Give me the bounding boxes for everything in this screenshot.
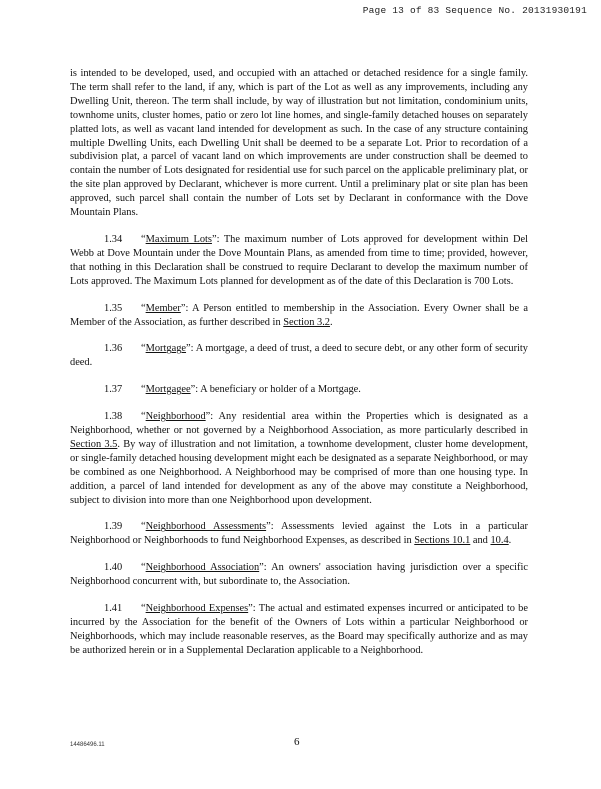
ref-section-3-2: Section 3.2	[283, 316, 331, 328]
section-1-37: 1.37 “Mortgagee”: A beneficiary or holder of a Mortgage.	[104, 384, 361, 396]
term-neighborhood-association: Neighborhood Association	[145, 562, 260, 574]
document-id: 14486496.11	[70, 742, 105, 748]
section-1-39: 1.39 “Neighborhood Assessments”: Assessments levied against the Lots in a particular Neighborhood or Neighborhoods to fund Neighborhood Expenses, as described in Sections 10.1 and 10.4.	[70, 521, 528, 547]
term-member: Member	[145, 302, 181, 314]
section-1-34: 1.34 “Maximum Lots”: The maximum number of Lots approved for development within Del Webb at Dove Mountain under the Dove Mountain Plans, as amended from time to time; provided, however, that nothing in this Declaration shall be construed to require Declarant to develop the maximum number of Lots approved. The Maximum Lots planned for development as of the date of this Declaration is 700 Lots.	[70, 233, 528, 287]
section-1-38: 1.38 “Neighborhood”: Any residential area within the Properties which is designated as a Neighborhood, whether or not governed by a Neighborhood Association, as more particularly described in Section 3.5. By way of illustration and not limitation, a townhome development, cluster home development, or single-family detached housing development might each be designated as a separate Neighborhood, or may be combined as one Neighborhood. A Neighborhood may be comprised of more than one housing type. In addition, a parcel of land intended for development as any of the above may constitute a Neighborhood, subject to division into more than one Neighborhood upon development.	[70, 411, 528, 506]
ref-section-10-4: 10.4	[490, 535, 509, 547]
ref-sections-10-1: Sections 10.1	[414, 535, 471, 547]
section-1-40: 1.40 “Neighborhood Association”: An owners' association having jurisdiction over a specific Neighborhood concurrent with, but subordinate to, the Association.	[70, 562, 528, 588]
term-mortgagee: Mortgagee	[145, 384, 191, 396]
page-number: 6	[294, 736, 300, 748]
section-1-35: 1.35 “Member”: A Person entitled to membership in the Association. Every Owner shall be a Member of the Association, as further described in Section 3.2.	[70, 302, 528, 328]
ref-section-3-5: Section 3.5	[70, 438, 118, 450]
term-neighborhood-expenses: Neighborhood Expenses	[145, 603, 249, 615]
section-1-41: 1.41 “Neighborhood Expenses”: The actual and estimated expenses incurred or anticipated to be incurred by the Association for the benefit of the Owners of Lots within a particular Neighborhood or Neighborhoods, which may include reasonable reserves, as the Board may specifically authorize and as may be authorized herein or in a Supplemental Declaration applicable to a Neighborhood.	[70, 603, 528, 656]
section-1-36: 1.36 “Mortgage”: A mortgage, a deed of trust, a deed to secure debt, or any other form of security deed.	[70, 343, 528, 369]
document-body	[70, 67, 528, 671]
term-maximum-lots: Maximum Lots	[145, 233, 212, 245]
term-neighborhood: Neighborhood	[145, 411, 206, 423]
intro-paragraph: is intended to be developed, used, and occupied with an attached or detached residence for a single family. The term shall refer to the land, if any, which is part of the Lot as well as any improvements, including any Dwelling Unit, thereon. The term shall include, by way of illustration but not limitation, condominium units, townhome units, cluster homes, patio or zero lot line homes, and single-family detached houses on separately platted lots, as well as vacant land intended for development as such. In the case of any structure containing multiple Dwelling Units, each Dwelling Unit shall be deemed to be a separate Lot. Prior to recordation of a subdivision plat, a parcel of vacant land on which improvements are under construction shall be deemed to contain the number of Lots designated for residential use for such parcel on the applicable preliminary plat, or the site plan approved by Declarant, whichever is more current. Until a preliminary plat or site plan has been approved, such parcel shall contain the number of Lots set by Declarant in conformance with the Dove Mountain Plans.	[70, 68, 528, 219]
term-neighborhood-assessments: Neighborhood Assessments	[145, 521, 267, 533]
term-mortgage: Mortgage	[145, 343, 187, 355]
page-stamp: Page 13 of 83 Sequence No. 20131930191	[362, 5, 587, 16]
